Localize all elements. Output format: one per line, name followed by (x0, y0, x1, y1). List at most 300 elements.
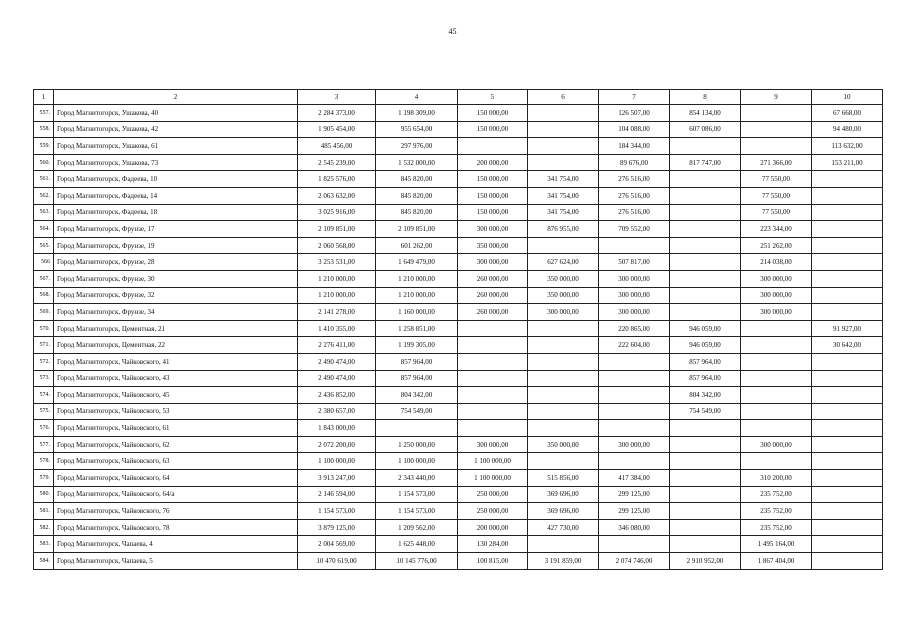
amount-cell (741, 320, 812, 337)
address-cell: Город Магнитогорск, Чайковского, 64/а (54, 486, 298, 503)
table-row (34, 171, 883, 188)
amount-cell: 3 191 859,00 (528, 553, 599, 570)
amount-cell (670, 171, 741, 188)
table-row (34, 221, 883, 238)
amount-cell: 507 817,00 (599, 254, 670, 271)
address-cell: Город Магнитогорск, Чайковского, 64 (54, 470, 298, 487)
amount-cell: 300 000,00 (741, 436, 812, 453)
amount-cell (670, 453, 741, 470)
table-row (34, 536, 883, 553)
amount-cell (599, 403, 670, 420)
amount-cell: 1 210 000,00 (298, 270, 376, 287)
amount-cell: 350 000,00 (528, 270, 599, 287)
amount-cell: 1 495 164,00 (741, 536, 812, 553)
row-number: 557. (34, 105, 54, 122)
row-number: 584. (34, 553, 54, 570)
address-cell: Город Магнитогорск, Цементная, 21 (54, 320, 298, 337)
table-row (34, 436, 883, 453)
amount-cell: 845 820,00 (376, 204, 458, 221)
amount-cell: 214 038,00 (741, 254, 812, 271)
amount-cell (741, 370, 812, 387)
amount-cell: 417 384,00 (599, 470, 670, 487)
amount-cell: 1 100 000,00 (458, 453, 528, 470)
amount-cell: 100 815,00 (458, 553, 528, 570)
register-table (33, 89, 883, 570)
amount-cell: 2 343 440,00 (376, 470, 458, 487)
amount-cell (670, 254, 741, 271)
address-cell: Город Магнитогорск, Фрунзе, 19 (54, 237, 298, 254)
page-number: 45 (448, 27, 457, 36)
amount-cell: 297 976,00 (376, 138, 458, 155)
amount-cell: 857 964,00 (376, 370, 458, 387)
amount-cell: 1 649 479,00 (376, 254, 458, 271)
amount-cell (670, 420, 741, 437)
row-number: 559. (34, 138, 54, 155)
amount-cell: 150 000,00 (458, 204, 528, 221)
amount-cell (528, 387, 599, 404)
table-row (34, 420, 883, 437)
table-row (34, 353, 883, 370)
amount-cell: 184 344,00 (599, 138, 670, 155)
amount-cell: 1 160 000,00 (376, 304, 458, 321)
amount-cell: 300 000,00 (599, 304, 670, 321)
amount-cell: 341 754,00 (528, 171, 599, 188)
address-cell: Город Магнитогорск, Ушакова, 73 (54, 154, 298, 171)
amount-cell: 3 025 916,00 (298, 204, 376, 221)
column-header: 6 (528, 90, 599, 105)
address-cell: Город Магнитогорск, Фадеева, 18 (54, 204, 298, 221)
amount-cell: 2 060 568,00 (298, 237, 376, 254)
table-row (34, 370, 883, 387)
column-header: 10 (812, 90, 883, 105)
amount-cell: 754 549,00 (376, 403, 458, 420)
amount-cell: 369 696,00 (528, 486, 599, 503)
amount-cell (670, 519, 741, 536)
amount-cell: 804 342,00 (670, 387, 741, 404)
amount-cell: 1 825 576,00 (298, 171, 376, 188)
column-header: 9 (741, 90, 812, 105)
amount-cell: 89 676,00 (599, 154, 670, 171)
amount-cell (528, 337, 599, 354)
amount-cell (741, 337, 812, 354)
amount-cell: 223 344,00 (741, 221, 812, 238)
table-row (34, 270, 883, 287)
amount-cell (458, 138, 528, 155)
amount-cell: 91 927,00 (812, 320, 883, 337)
amount-cell: 300 000,00 (599, 287, 670, 304)
amount-cell: 369 696,00 (528, 503, 599, 520)
amount-cell: 2 141 278,00 (298, 304, 376, 321)
row-number: 561. (34, 171, 54, 188)
amount-cell (599, 353, 670, 370)
table-row (34, 105, 883, 122)
amount-cell: 857 964,00 (670, 353, 741, 370)
amount-cell (670, 287, 741, 304)
table-row (34, 320, 883, 337)
address-cell: Город Магнитогорск, Чайковского, 78 (54, 519, 298, 536)
amount-cell: 804 342,00 (376, 387, 458, 404)
amount-cell: 10 470 619,00 (298, 553, 376, 570)
amount-cell: 346 080,00 (599, 519, 670, 536)
amount-cell (599, 536, 670, 553)
column-header: 5 (458, 90, 528, 105)
amount-cell: 300 000,00 (599, 270, 670, 287)
column-header: 3 (298, 90, 376, 105)
amount-cell: 857 964,00 (376, 353, 458, 370)
table-row (34, 237, 883, 254)
amount-cell (458, 387, 528, 404)
amount-cell (528, 353, 599, 370)
amount-cell: 857 964,00 (670, 370, 741, 387)
row-number: 569. (34, 304, 54, 321)
row-number: 563. (34, 204, 54, 221)
amount-cell: 2 109 851,00 (298, 221, 376, 238)
amount-cell (812, 519, 883, 536)
amount-cell: 153 211,00 (812, 154, 883, 171)
amount-cell (812, 304, 883, 321)
amount-cell: 1 210 000,00 (298, 287, 376, 304)
amount-cell: 946 059,00 (670, 320, 741, 337)
table-row (34, 187, 883, 204)
amount-cell: 200 000,00 (458, 519, 528, 536)
amount-cell: 341 754,00 (528, 187, 599, 204)
table-row (34, 287, 883, 304)
address-cell: Город Магнитогорск, Фрунзе, 17 (54, 221, 298, 238)
amount-cell (670, 536, 741, 553)
amount-cell: 341 754,00 (528, 204, 599, 221)
amount-cell (599, 420, 670, 437)
address-cell: Город Магнитогорск, Цементная, 22 (54, 337, 298, 354)
amount-cell: 1 258 851,00 (376, 320, 458, 337)
row-number: 572. (34, 353, 54, 370)
row-number: 581. (34, 503, 54, 520)
table-row (34, 503, 883, 520)
amount-cell: 2 109 851,00 (376, 221, 458, 238)
amount-cell (812, 237, 883, 254)
amount-cell: 299 125,00 (599, 503, 670, 520)
amount-cell: 350 000,00 (528, 287, 599, 304)
amount-cell (528, 403, 599, 420)
amount-cell: 2 004 569,00 (298, 536, 376, 553)
amount-cell: 310 200,00 (741, 470, 812, 487)
amount-cell: 1 100 000,00 (376, 453, 458, 470)
row-number: 566 (34, 254, 54, 271)
amount-cell: 607 086,00 (670, 121, 741, 138)
amount-cell: 300 000,00 (741, 304, 812, 321)
amount-cell (458, 320, 528, 337)
amount-cell (670, 486, 741, 503)
amount-cell (670, 304, 741, 321)
amount-cell (741, 403, 812, 420)
amount-cell (812, 470, 883, 487)
amount-cell: 30 642,00 (812, 337, 883, 354)
column-header: 2 (54, 90, 298, 105)
row-number: 564. (34, 221, 54, 238)
address-cell: Город Магнитогорск, Фрунзе, 28 (54, 254, 298, 271)
amount-cell: 300 000,00 (458, 436, 528, 453)
amount-cell: 1 209 562,00 (376, 519, 458, 536)
amount-cell (528, 138, 599, 155)
row-number: 565. (34, 237, 54, 254)
amount-cell: 2 490 474,00 (298, 370, 376, 387)
row-number: 562. (34, 187, 54, 204)
row-number: 573. (34, 370, 54, 387)
amount-cell (741, 138, 812, 155)
table-row (34, 387, 883, 404)
amount-cell (528, 453, 599, 470)
amount-cell (812, 171, 883, 188)
amount-cell: 2 146 594,00 (298, 486, 376, 503)
amount-cell (458, 420, 528, 437)
table-row (34, 403, 883, 420)
amount-cell: 235 752,00 (741, 519, 812, 536)
amount-cell: 955 654,00 (376, 121, 458, 138)
address-cell: Город Магнитогорск, Фрунзе, 34 (54, 304, 298, 321)
amount-cell (670, 221, 741, 238)
amount-cell (741, 353, 812, 370)
amount-cell (812, 403, 883, 420)
table-row (34, 453, 883, 470)
amount-cell (741, 453, 812, 470)
row-number: 574. (34, 387, 54, 404)
amount-cell: 854 134,00 (670, 105, 741, 122)
amount-cell: 601 262,00 (376, 237, 458, 254)
address-cell: Город Магнитогорск, Чайковского, 61 (54, 420, 298, 437)
amount-cell: 150 000,00 (458, 121, 528, 138)
amount-cell: 1 154 573,00 (298, 503, 376, 520)
amount-cell (812, 536, 883, 553)
amount-cell: 222 604,00 (599, 337, 670, 354)
amount-cell (528, 370, 599, 387)
amount-cell: 845 820,00 (376, 171, 458, 188)
amount-cell (599, 387, 670, 404)
amount-cell: 1 154 573,00 (376, 486, 458, 503)
amount-cell: 67 668,00 (812, 105, 883, 122)
amount-cell: 2 276 411,00 (298, 337, 376, 354)
amount-cell: 817 747,00 (670, 154, 741, 171)
row-number: 570. (34, 320, 54, 337)
amount-cell (812, 486, 883, 503)
amount-cell: 300 000,00 (741, 270, 812, 287)
amount-cell: 3 253 531,00 (298, 254, 376, 271)
amount-cell: 94 480,00 (812, 121, 883, 138)
amount-cell: 754 549,00 (670, 403, 741, 420)
amount-cell: 627 624,00 (528, 254, 599, 271)
amount-cell: 150 000,00 (458, 187, 528, 204)
amount-cell: 260 000,00 (458, 304, 528, 321)
column-header: 8 (670, 90, 741, 105)
amount-cell: 77 550,00 (741, 204, 812, 221)
table-row (34, 470, 883, 487)
amount-cell: 299 125,00 (599, 486, 670, 503)
address-cell: Город Магнитогорск, Фадеева, 10 (54, 171, 298, 188)
amount-cell (528, 154, 599, 171)
amount-cell: 1 250 000,00 (376, 436, 458, 453)
amount-cell: 350 000,00 (458, 237, 528, 254)
amount-cell: 2 072 200,00 (298, 436, 376, 453)
amount-cell: 709 552,00 (599, 221, 670, 238)
row-number: 576. (34, 420, 54, 437)
amount-cell: 220 865,00 (599, 320, 670, 337)
address-cell: Город Магнитогорск, Чапаева, 4 (54, 536, 298, 553)
amount-cell (670, 436, 741, 453)
amount-cell: 300 000,00 (458, 254, 528, 271)
amount-cell: 2 436 852,00 (298, 387, 376, 404)
amount-cell (812, 287, 883, 304)
table-row (34, 154, 883, 171)
table-row (34, 138, 883, 155)
amount-cell: 271 366,00 (741, 154, 812, 171)
amount-cell (812, 387, 883, 404)
amount-cell: 250 000,00 (458, 503, 528, 520)
amount-cell: 1 199 305,00 (376, 337, 458, 354)
amount-cell (812, 503, 883, 520)
table-row (34, 254, 883, 271)
amount-cell: 276 516,00 (599, 187, 670, 204)
table-row (34, 304, 883, 321)
amount-cell (670, 204, 741, 221)
address-cell: Город Магнитогорск, Чайковского, 43 (54, 370, 298, 387)
amount-cell: 1 905 454,00 (298, 121, 376, 138)
amount-cell (528, 536, 599, 553)
amount-cell: 2 063 632,00 (298, 187, 376, 204)
row-number: 575. (34, 403, 54, 420)
row-number: 579. (34, 470, 54, 487)
amount-cell (812, 187, 883, 204)
row-number: 582. (34, 519, 54, 536)
amount-cell: 2 490 474,00 (298, 353, 376, 370)
amount-cell: 150 000,00 (458, 105, 528, 122)
amount-cell (741, 420, 812, 437)
amount-cell: 300 000,00 (528, 304, 599, 321)
amount-cell: 300 000,00 (599, 436, 670, 453)
column-header: 4 (376, 90, 458, 105)
table-row (34, 337, 883, 354)
table-row (34, 204, 883, 221)
amount-cell: 350 000,00 (528, 436, 599, 453)
row-number: 580. (34, 486, 54, 503)
amount-cell (458, 403, 528, 420)
amount-cell (528, 105, 599, 122)
amount-cell (528, 320, 599, 337)
amount-cell (812, 221, 883, 238)
amount-cell (812, 453, 883, 470)
table-row (34, 486, 883, 503)
amount-cell (528, 121, 599, 138)
row-number: 577. (34, 436, 54, 453)
amount-cell: 1 843 000,00 (298, 420, 376, 437)
amount-cell (599, 370, 670, 387)
address-cell: Город Магнитогорск, Чайковского, 45 (54, 387, 298, 404)
amount-cell: 126 507,00 (599, 105, 670, 122)
amount-cell: 1 198 309,00 (376, 105, 458, 122)
amount-cell (812, 270, 883, 287)
amount-cell: 235 752,00 (741, 503, 812, 520)
amount-cell: 1 532 000,00 (376, 154, 458, 171)
amount-cell: 515 856,00 (528, 470, 599, 487)
amount-cell (670, 187, 741, 204)
amount-cell: 260 000,00 (458, 270, 528, 287)
amount-cell (458, 353, 528, 370)
table-row (34, 519, 883, 536)
amount-cell (458, 337, 528, 354)
amount-cell (670, 270, 741, 287)
amount-cell (670, 470, 741, 487)
address-cell: Город Магнитогорск, Фрунзе, 30 (54, 270, 298, 287)
amount-cell: 276 516,00 (599, 171, 670, 188)
address-cell: Город Магнитогорск, Ушакова, 42 (54, 121, 298, 138)
column-header: 1 (34, 90, 54, 105)
amount-cell: 2 545 239,00 (298, 154, 376, 171)
address-cell: Город Магнитогорск, Фадеева, 14 (54, 187, 298, 204)
address-cell: Город Магнитогорск, Чапаева, 5 (54, 553, 298, 570)
amount-cell: 845 820,00 (376, 187, 458, 204)
table-row (34, 121, 883, 138)
amount-cell (741, 121, 812, 138)
amount-cell (812, 553, 883, 570)
row-number: 583. (34, 536, 54, 553)
amount-cell: 113 632,00 (812, 138, 883, 155)
address-cell: Город Магнитогорск, Чайковского, 53 (54, 403, 298, 420)
amount-cell: 2 380 657,00 (298, 403, 376, 420)
amount-cell (528, 420, 599, 437)
address-cell: Город Магнитогорск, Чайковского, 62 (54, 436, 298, 453)
amount-cell: 485 456,00 (298, 138, 376, 155)
amount-cell: 2 910 952,00 (670, 553, 741, 570)
row-number: 571. (34, 337, 54, 354)
amount-cell: 276 516,00 (599, 204, 670, 221)
address-cell: Город Магнитогорск, Фрунзе, 32 (54, 287, 298, 304)
amount-cell: 104 088,00 (599, 121, 670, 138)
amount-cell (599, 237, 670, 254)
amount-cell (812, 204, 883, 221)
amount-cell: 77 550,00 (741, 187, 812, 204)
amount-cell: 2 284 373,00 (298, 105, 376, 122)
amount-cell: 300 000,00 (741, 287, 812, 304)
amount-cell (812, 420, 883, 437)
amount-cell: 260 000,00 (458, 287, 528, 304)
amount-cell (812, 370, 883, 387)
amount-cell: 10 145 776,00 (376, 553, 458, 570)
amount-cell: 1 625 448,00 (376, 536, 458, 553)
amount-cell (376, 420, 458, 437)
amount-cell (741, 105, 812, 122)
address-cell: Город Магнитогорск, Чайковского, 63 (54, 453, 298, 470)
column-header: 7 (599, 90, 670, 105)
amount-cell: 200 000,00 (458, 154, 528, 171)
address-cell: Город Магнитогорск, Чайковского, 76 (54, 503, 298, 520)
address-cell: Город Магнитогорск, Чайковского, 41 (54, 353, 298, 370)
amount-cell: 1 100 000,00 (458, 470, 528, 487)
amount-cell: 130 284,00 (458, 536, 528, 553)
amount-cell: 3 913 247,00 (298, 470, 376, 487)
amount-cell (812, 436, 883, 453)
amount-cell (528, 237, 599, 254)
amount-cell: 1 210 000,00 (376, 287, 458, 304)
amount-cell: 1 867 404,00 (741, 553, 812, 570)
row-number: 558. (34, 121, 54, 138)
table-header-row (34, 90, 883, 105)
amount-cell (670, 503, 741, 520)
amount-cell (670, 237, 741, 254)
amount-cell (812, 254, 883, 271)
amount-cell: 1 410 355,00 (298, 320, 376, 337)
address-cell: Город Магнитогорск, Ушакова, 61 (54, 138, 298, 155)
amount-cell: 876 955,00 (528, 221, 599, 238)
amount-cell: 1 100 000,00 (298, 453, 376, 470)
amount-cell (670, 138, 741, 155)
row-number: 560. (34, 154, 54, 171)
